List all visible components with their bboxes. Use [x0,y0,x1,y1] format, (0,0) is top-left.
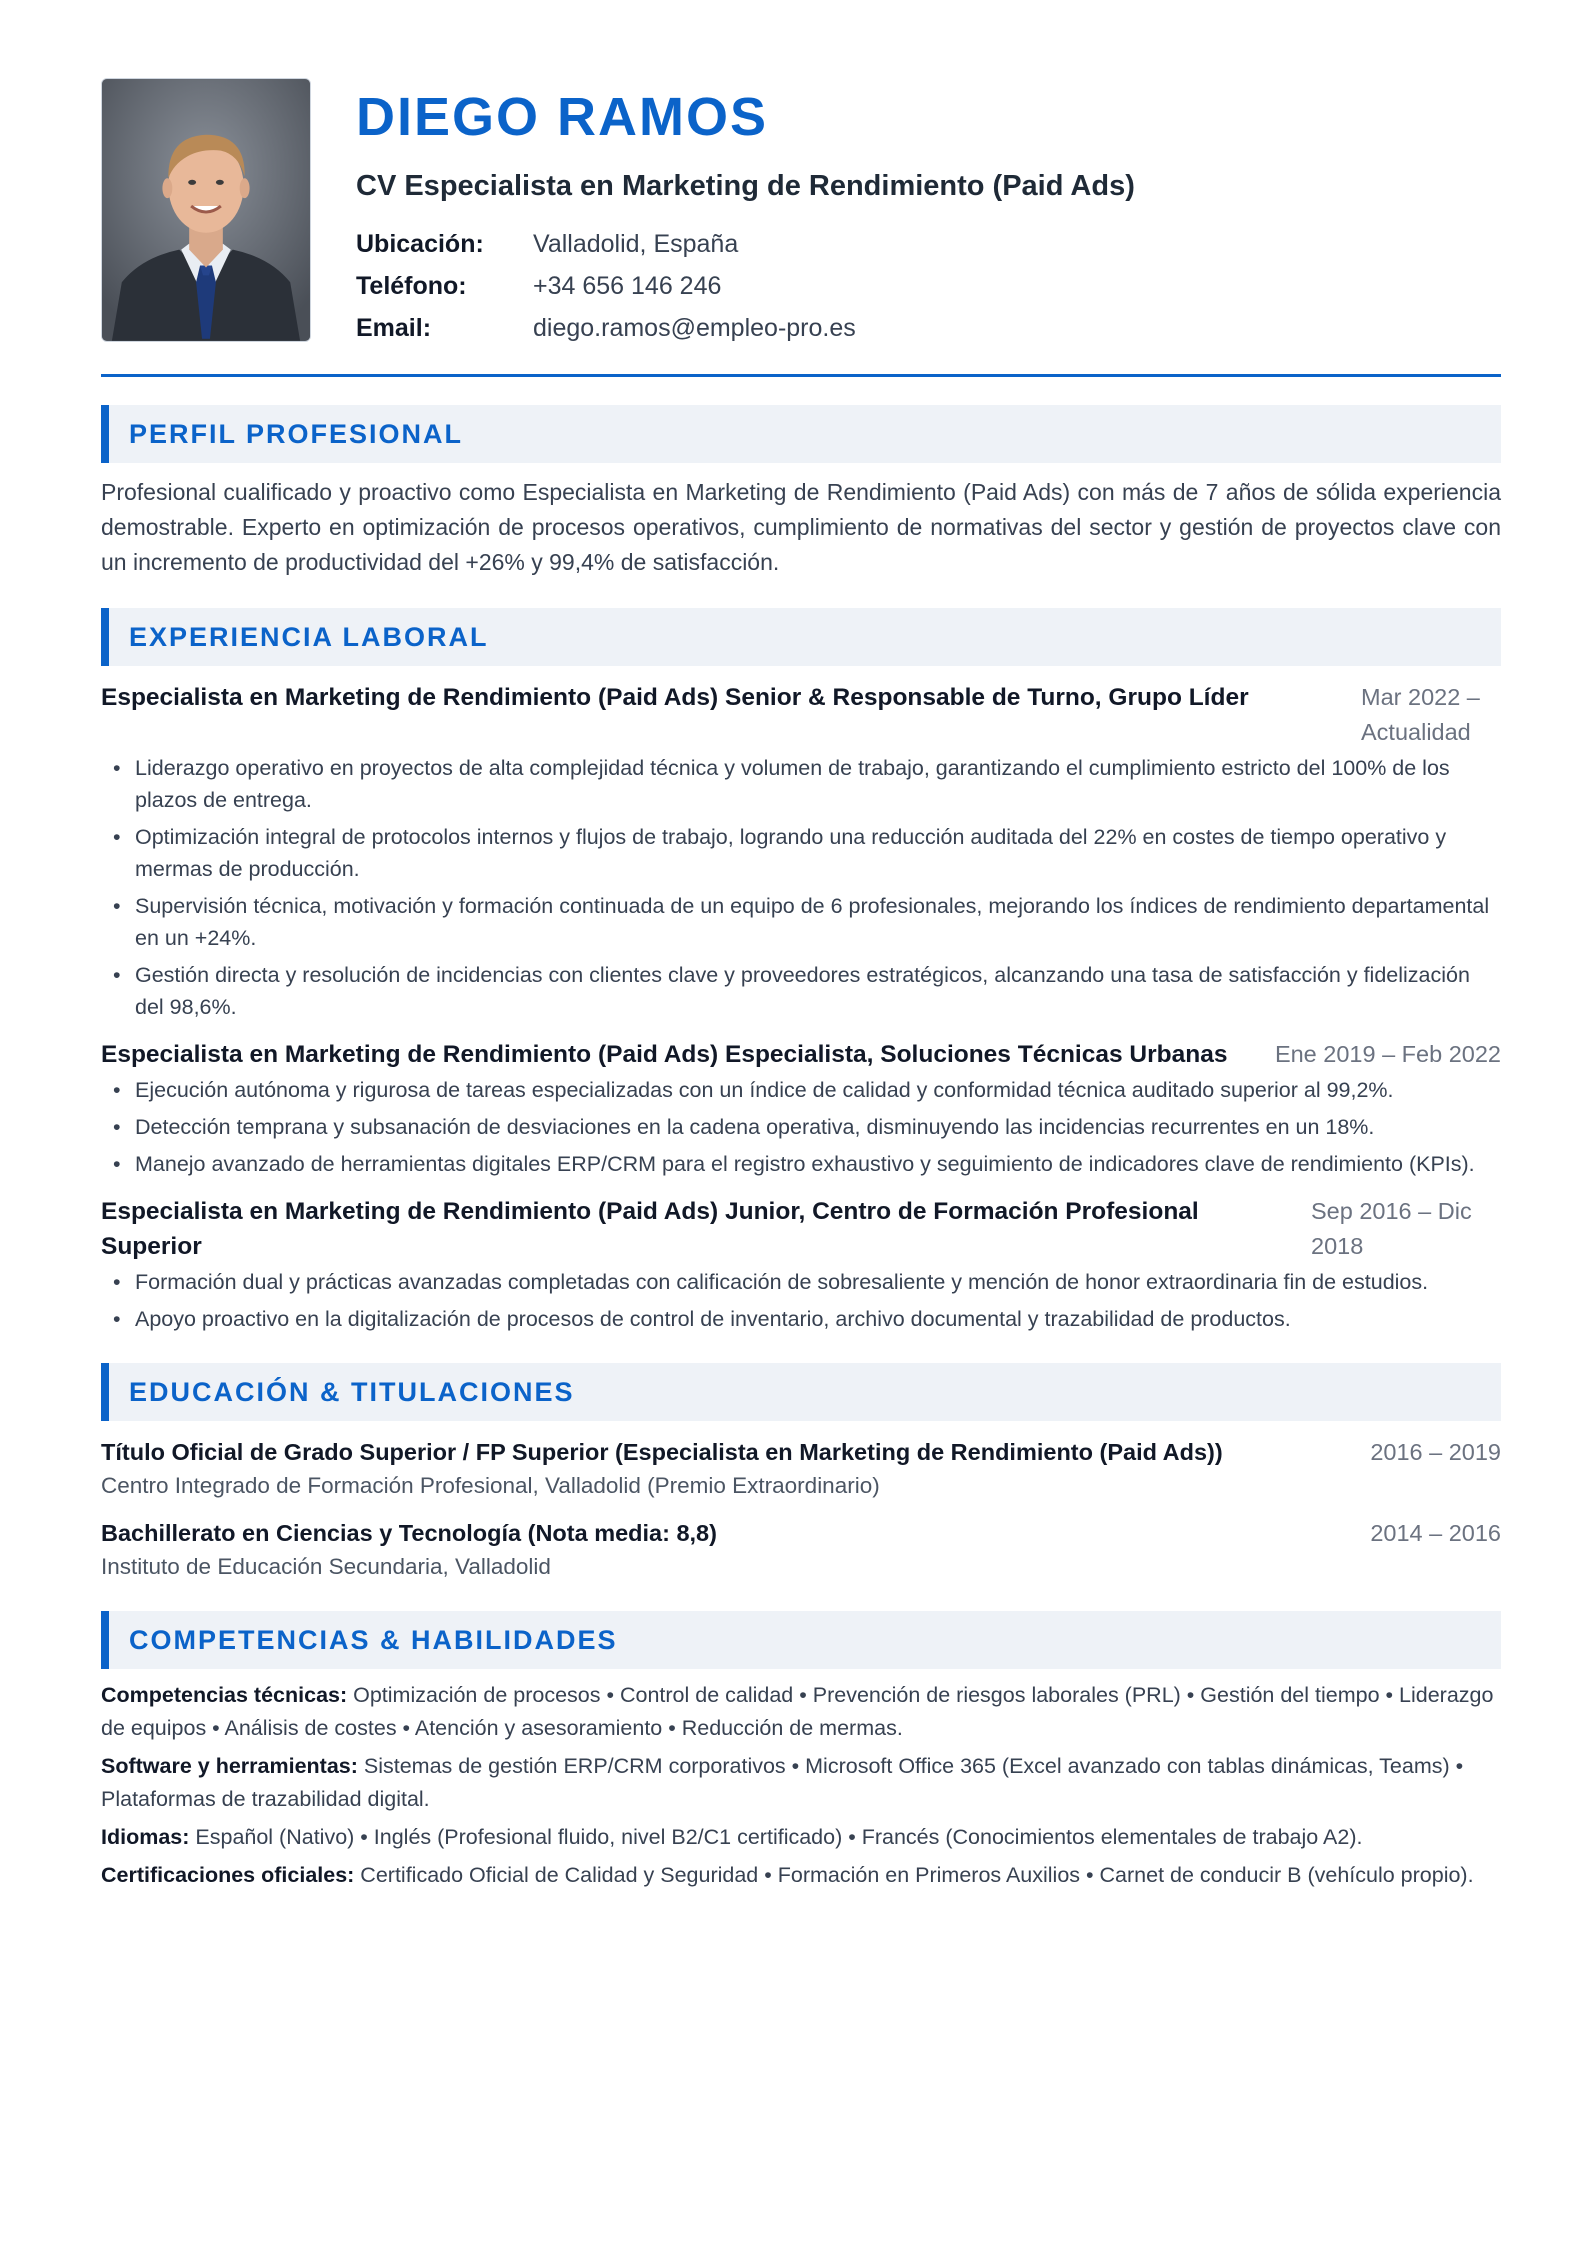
resume-header [101,78,1501,349]
job-bullets [101,1074,1501,1180]
job-bullets [101,752,1501,1023]
job-date: Sep 2016 – Dic 2018 [1311,1198,1472,1259]
skill-text: Certificado Oficial de Calidad y Seguridad • Formación en Primeros Auxilios • Carnet de conducir B (vehículo propio). [360,1863,1474,1887]
job-entry [101,1194,1501,1335]
section-header [101,1611,1501,1669]
contact-label: Ubicación: [356,230,484,258]
contact-value: +34 656 146 246 [533,272,722,300]
section-profile [101,405,1501,580]
education-header [101,1435,1501,1470]
list-item: • Supervisión técnica, motivación y formación continuada de un equipo de 6 profesionales, mejorando los índices de rendimiento departamental en un +24%. [101,890,1501,954]
education-title: Bachillerato en Ciencias y Tecnología (Nota media: 8,8) [101,1520,717,1546]
job-entry [101,680,1501,1023]
job-title: Especialista en Marketing de Rendimiento (Paid Ads) Junior, Centro de Formación Profesional Superior [101,1198,1199,1260]
section-education [101,1363,1501,1583]
education-institution: Centro Integrado de Formación Profesional, Valladolid (Premio Extraordinario) [101,1473,880,1498]
education-header [101,1516,1501,1551]
education-title: Título Oficial de Grado Superior / FP Superior (Especialista en Marketing de Rendimiento (Paid Ads)) [101,1439,1223,1465]
skill-text: Optimización de procesos • Control de calidad • Prevención de riesgos laborales (PRL) • Gestión del tiempo • Liderazgo de equipos • Análisis de costes • Atención y asesoramiento • Reducción de mermas. [101,1683,1494,1740]
list-item: • Ejecución autónoma y rigurosa de tareas especializadas con un índice de calidad y conformidad técnica auditado superior al 99,2%. [101,1074,1501,1106]
contact-label: Email: [356,314,432,342]
education-date: 2014 – 2016 [1370,1520,1501,1546]
education-entry [101,1435,1501,1502]
list-item: • Apoyo proactivo en la digitalización de procesos de control de inventario, archivo documental y trazabilidad de productos. [101,1303,1501,1335]
contact-row-email [356,307,1501,349]
section-title: EXPERIENCIA LABORAL [129,621,489,652]
list-item: • Liderazgo operativo en proyectos de alta complejidad técnica y volumen de trabajo, garantizando el cumplimiento estricto del 100% de los plazos de entrega. [101,752,1501,816]
profile-photo [101,78,311,342]
header-info [356,78,1501,349]
list-item: • Formación dual y prácticas avanzadas completadas con calificación de sobresaliente y mención de honor extraordinaria fin de estudios. [101,1266,1501,1298]
job-entry [101,1037,1501,1180]
profile-summary: Profesional cualificado y proactivo como Especialista en Marketing de Rendimiento (Paid Ads) con más de 7 años de sólida experiencia demostrable. Experto en optimización de procesos operativos, cumplimiento de normativas del sector y gestión de proyectos clave con un incremento de productividad del +26% y 99,4% de satisfacción. [101,479,1501,575]
skill-label: Software y herramientas: [101,1754,364,1778]
skill-text: Sistemas de gestión ERP/CRM corporativos • Microsoft Office 365 (Excel avanzado con tablas dinámicas, Teams) • Plataformas de trazabilidad digital. [101,1754,1464,1811]
skill-row [101,1679,1501,1745]
skill-row [101,1750,1501,1816]
list-item: • Gestión directa y resolución de incidencias con clientes clave y proveedores estratégicos, alcanzando una tasa de satisfacción y fidelización del 98,6%. [101,959,1501,1023]
job-header [101,1037,1501,1072]
job-header [101,680,1501,750]
job-title: Especialista en Marketing de Rendimiento (Paid Ads) Especialista, Soluciones Técnicas Urbanas [101,1041,1228,1068]
contact-block [356,223,1501,349]
skill-row [101,1821,1501,1854]
skill-text: Español (Nativo) • Inglés (Profesional fluido, nivel B2/C1 certificado) • Francés (Conocimientos elementales de trabajo A2). [195,1825,1363,1849]
skills-list [101,1679,1501,1892]
section-title: EDUCACIÓN & TITULACIONES [129,1376,575,1407]
job-header [101,1194,1501,1264]
section-title: PERFIL PROFESIONAL [129,418,464,449]
job-bullets [101,1266,1501,1335]
list-item: • Detección temprana y subsanación de desviaciones en la cadena operativa, disminuyendo las incidencias recurrentes en un 18%. [101,1111,1501,1143]
list-item: • Manejo avanzado de herramientas digitales ERP/CRM para el registro exhaustivo y seguimiento de indicadores clave de rendimiento (KPIs). [101,1148,1501,1180]
contact-value: diego.ramos@empleo-pro.es [533,314,856,342]
cv-subtitle: CV Especialista en Marketing de Rendimiento (Paid Ads) [356,170,1135,202]
job-date: Ene 2019 – Feb 2022 [1274,1041,1501,1067]
section-skills [101,1611,1501,1892]
section-title: COMPETENCIAS & HABILIDADES [129,1624,618,1655]
education-institution: Instituto de Educación Secundaria, Valladolid [101,1554,551,1579]
section-header [101,608,1501,666]
job-title: Especialista en Marketing de Rendimiento (Paid Ads) Senior & Responsable de Turno, Grupo Líder [101,684,1249,711]
header-divider [101,374,1501,377]
candidate-name: DIEGO RAMOS [356,87,769,147]
skill-label: Idiomas: [101,1825,196,1849]
skill-label: Certificaciones oficiales: [101,1863,361,1887]
contact-value: Valladolid, España [533,230,739,258]
education-entry [101,1516,1501,1583]
education-date: 2016 – 2019 [1370,1439,1501,1465]
section-experience [101,608,1501,1335]
section-header [101,405,1501,463]
contact-label: Teléfono: [356,272,467,300]
skill-label: Competencias técnicas: [101,1683,354,1707]
section-header [101,1363,1501,1421]
list-item: • Optimización integral de protocolos internos y flujos de trabajo, logrando una reducción auditada del 22% en costes de tiempo operativo y mermas de producción. [101,821,1501,885]
job-date: Mar 2022 – Actualidad [1361,684,1480,745]
contact-row-phone [356,265,1501,307]
skill-row [101,1859,1501,1892]
contact-row-location [356,223,1501,265]
